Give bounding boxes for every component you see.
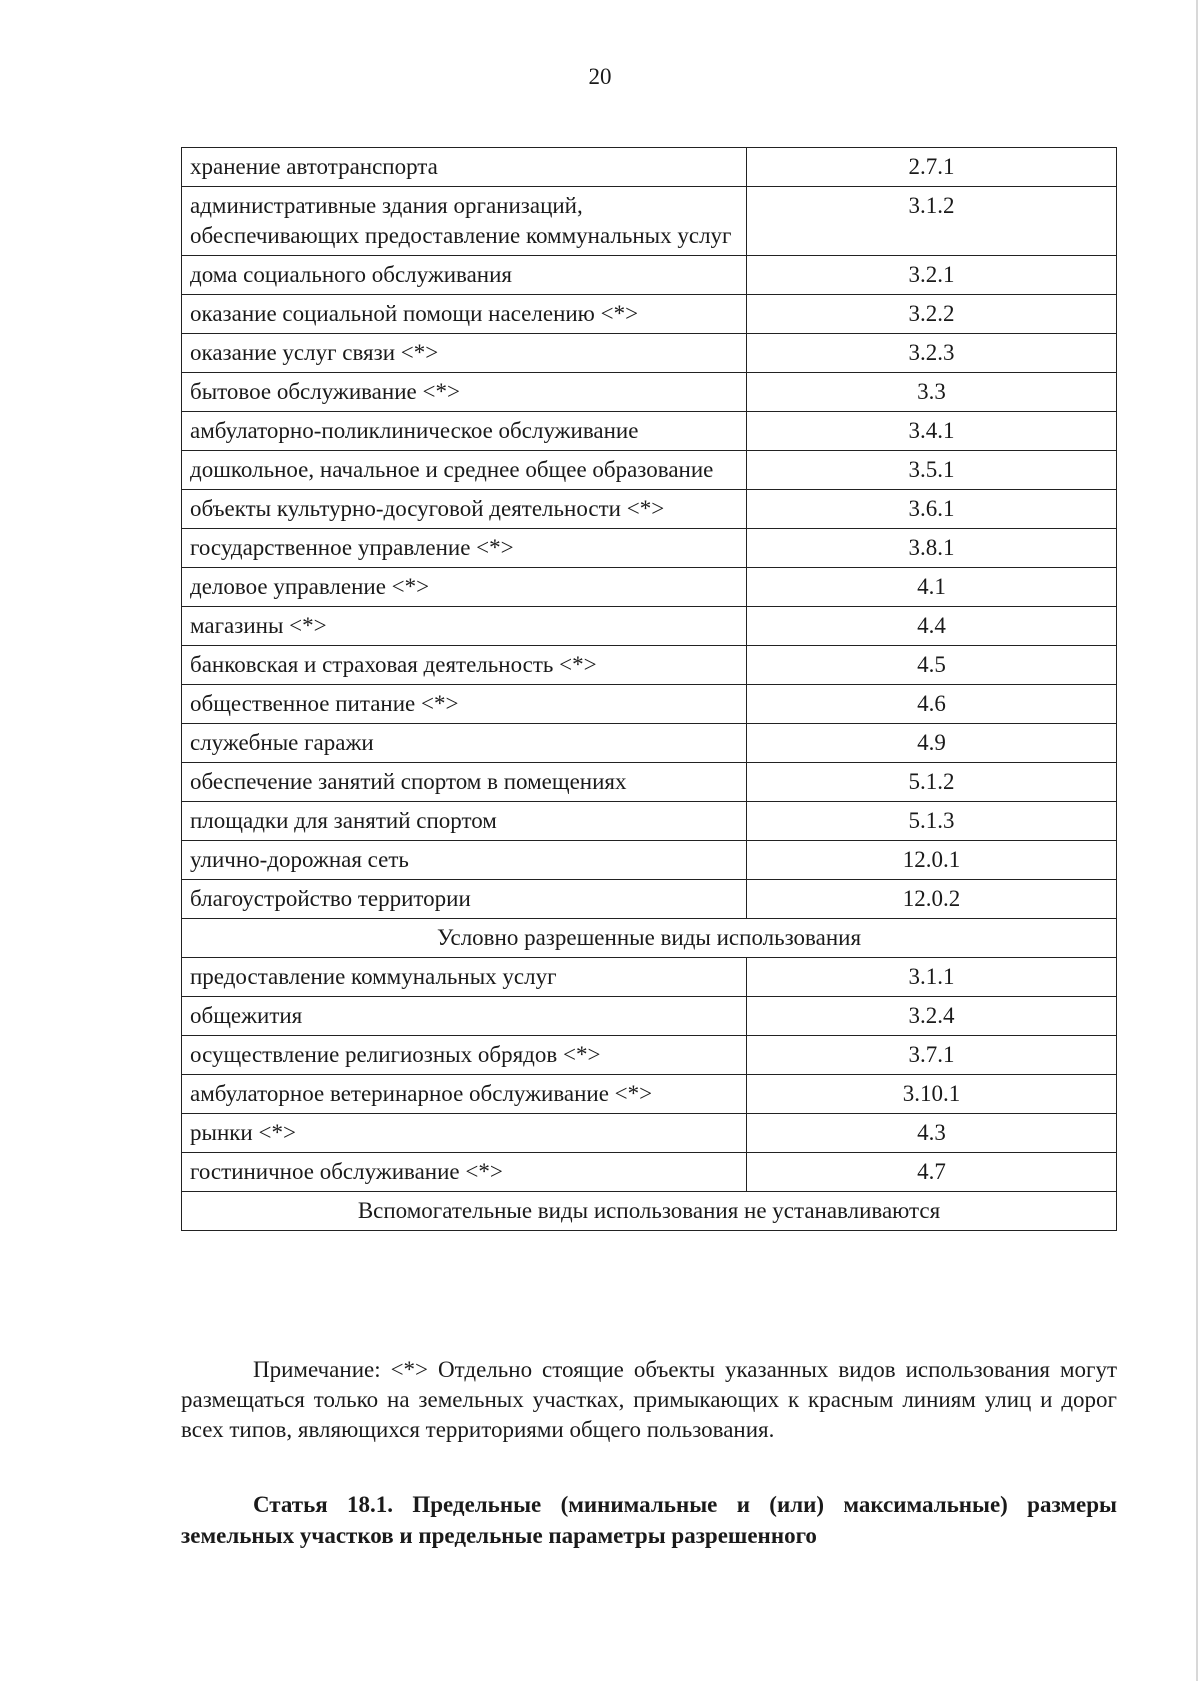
land-use-table-body — [182, 148, 1117, 1231]
table-row — [182, 295, 1117, 334]
use-code: 3.4.1 — [747, 412, 1117, 451]
use-code: 3.8.1 — [747, 529, 1117, 568]
use-name: дошкольное, начальное и среднее общее образование — [182, 451, 747, 490]
use-code: 3.2.1 — [747, 256, 1117, 295]
table-row — [182, 1114, 1117, 1153]
use-code: 4.5 — [747, 646, 1117, 685]
section-heading-conditional: Условно разрешенные виды использования — [182, 919, 1117, 958]
use-name: магазины <*> — [182, 607, 747, 646]
table-row — [182, 256, 1117, 295]
use-code: 3.2.3 — [747, 334, 1117, 373]
use-name: деловое управление <*> — [182, 568, 747, 607]
use-code: 4.3 — [747, 1114, 1117, 1153]
section-row — [182, 1192, 1117, 1231]
use-name: бытовое обслуживание <*> — [182, 373, 747, 412]
section-heading-auxiliary: Вспомогательные виды использования не устанавливаются — [182, 1192, 1117, 1231]
use-name: осуществление религиозных обрядов <*> — [182, 1036, 747, 1075]
table-row — [182, 148, 1117, 187]
use-code: 3.2.4 — [747, 997, 1117, 1036]
use-code: 3.1.2 — [747, 187, 1117, 256]
table-row — [182, 568, 1117, 607]
table-row — [182, 490, 1117, 529]
use-code: 3.1.1 — [747, 958, 1117, 997]
use-name: государственное управление <*> — [182, 529, 747, 568]
table-row — [182, 412, 1117, 451]
use-name: общежития — [182, 997, 747, 1036]
use-name: хранение автотранспорта — [182, 148, 747, 187]
use-name: гостиничное обслуживание <*> — [182, 1153, 747, 1192]
use-name: площадки для занятий спортом — [182, 802, 747, 841]
table-note: Примечание: <*> Отдельно стоящие объекты указанных видов использования могут размещаться только на земельных участках, примыкающих к красным линиям улиц и дорог всех типов, являющихся территориями общего пользования. — [181, 1357, 1117, 1442]
use-code: 5.1.3 — [747, 802, 1117, 841]
use-code: 3.7.1 — [747, 1036, 1117, 1075]
use-code: 4.4 — [747, 607, 1117, 646]
use-code: 3.10.1 — [747, 1075, 1117, 1114]
page-number: 20 — [588, 64, 612, 89]
table-row — [182, 1075, 1117, 1114]
table-row — [182, 529, 1117, 568]
table-row — [182, 997, 1117, 1036]
use-name: обеспечение занятий спортом в помещениях — [182, 763, 747, 802]
use-code: 3.6.1 — [747, 490, 1117, 529]
table-row — [182, 607, 1117, 646]
use-name: амбулаторное ветеринарное обслуживание <*> — [182, 1075, 747, 1114]
table-row — [182, 334, 1117, 373]
use-name: дома социального обслуживания — [182, 256, 747, 295]
use-name: служебные гаражи — [182, 724, 747, 763]
use-code: 2.7.1 — [747, 148, 1117, 187]
use-name: благоустройство территории — [182, 880, 747, 919]
table-row — [182, 763, 1117, 802]
use-code: 4.7 — [747, 1153, 1117, 1192]
use-name: оказание услуг связи <*> — [182, 334, 747, 373]
table-row — [182, 841, 1117, 880]
table-row — [182, 958, 1117, 997]
section-row — [182, 919, 1117, 958]
table-row — [182, 724, 1117, 763]
use-name: объекты культурно-досуговой деятельности <*> — [182, 490, 747, 529]
use-name: рынки <*> — [182, 1114, 747, 1153]
use-code: 3.3 — [747, 373, 1117, 412]
use-name: амбулаторно-поликлиническое обслуживание — [182, 412, 747, 451]
use-code: 4.1 — [747, 568, 1117, 607]
use-code: 3.5.1 — [747, 451, 1117, 490]
table-row — [182, 1153, 1117, 1192]
scan-edge-line — [1196, 0, 1198, 1681]
use-code: 3.2.2 — [747, 295, 1117, 334]
table-row — [182, 187, 1117, 256]
table-row — [182, 451, 1117, 490]
table-row — [182, 373, 1117, 412]
table-row — [182, 1036, 1117, 1075]
table-row — [182, 880, 1117, 919]
use-name: общественное питание <*> — [182, 685, 747, 724]
table-row — [182, 802, 1117, 841]
table-row — [182, 685, 1117, 724]
use-name: банковская и страховая деятельность <*> — [182, 646, 747, 685]
table-row — [182, 646, 1117, 685]
use-code: 5.1.2 — [747, 763, 1117, 802]
use-code: 12.0.1 — [747, 841, 1117, 880]
use-name: административные здания организаций, обеспечивающих предоставление коммунальных услуг — [182, 187, 747, 256]
use-code: 12.0.2 — [747, 880, 1117, 919]
use-name: оказание социальной помощи населению <*> — [182, 295, 747, 334]
use-code: 4.6 — [747, 685, 1117, 724]
use-code: 4.9 — [747, 724, 1117, 763]
article-heading: Статья 18.1. Предельные (минимальные и (или) максимальные) размеры земельных участков и предельные параметры разрешенного — [181, 1492, 1117, 1548]
use-name: предоставление коммунальных услуг — [182, 958, 747, 997]
land-use-table — [181, 147, 1117, 1231]
use-name: улично-дорожная сеть — [182, 841, 747, 880]
